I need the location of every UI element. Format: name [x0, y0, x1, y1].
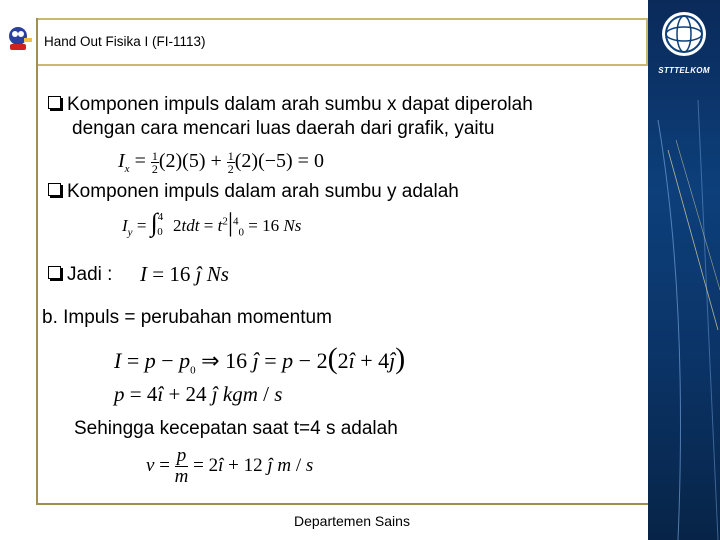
bullet-2 — [48, 181, 459, 203]
header-title: Hand Out Fisika I (FI-1113) — [44, 34, 206, 49]
checkbox-bullet-icon — [48, 183, 61, 196]
mascot-logo-icon — [4, 24, 34, 52]
bullet-1-line-1: Komponen impuls dalam arah sumbu x dapat diperolah — [67, 94, 533, 115]
bullet-3-text: Jadi : — [67, 264, 113, 285]
section-b: b. Impuls = perubahan momentum — [42, 307, 332, 328]
footer-text: Departemen Sains — [294, 513, 410, 529]
equation-velocity: v = $\frac{p}{m}$ = 2î + 12 ĵ m / s — [146, 445, 314, 487]
bullet-2-text: Komponen impuls dalam arah sumbu y adalah — [67, 181, 459, 202]
bullet-3 — [48, 264, 112, 286]
equation-iy: $I_y = \int^4_0$ $2tdt = t^2|^4_0 = 16$ Ns — [122, 208, 302, 239]
bullet-1 — [48, 94, 533, 116]
equation-momentum: p = 4î + 24 ĵ kgm / s — [114, 382, 283, 406]
left-frame-line — [36, 18, 38, 504]
right-decorative-band — [648, 0, 720, 540]
globe-icon — [662, 12, 706, 56]
band-decoration — [648, 0, 720, 540]
equation-momentum-change: $I = p - p_0$ ⇒ 16 ĵ = p − 2(2î + 4ĵ) — [114, 342, 406, 377]
bullet-1-line-2: dengan cara mencari luas daerah dari grafik, yaitu — [72, 118, 495, 139]
equation-ix: $I_x$ = $\frac{1}{2}$ (2)(5) + $\frac{1}{2}$ (2)(−5) = 0 — [118, 149, 324, 176]
checkbox-bullet-icon — [48, 266, 61, 279]
equation-impulse: I = 16 ĵ Ns — [140, 262, 229, 286]
footer-line — [36, 503, 648, 505]
checkbox-bullet-icon — [48, 96, 61, 109]
velocity-sentence: Sehingga kecepatan saat t=4 s adalah — [74, 418, 398, 439]
right-logo-text: STTTELKOM — [658, 66, 710, 75]
